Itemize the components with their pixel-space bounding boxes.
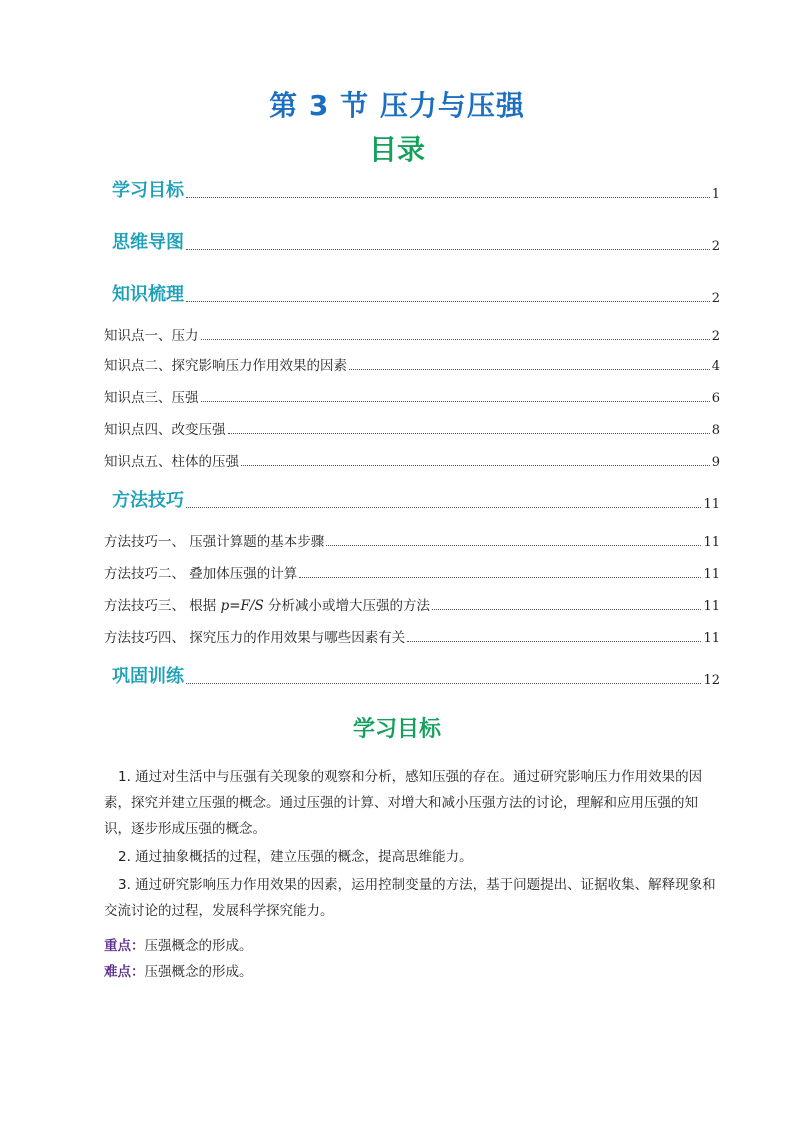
toc-entry-label: 巩固训练 (112, 666, 184, 687)
difficulty-line (104, 960, 253, 980)
toc-entry[interactable] (112, 228, 720, 254)
toc-entry-page: 8 (711, 423, 720, 438)
toc-leader-dots (186, 248, 710, 250)
toc-leader-dots (186, 506, 701, 508)
toc-leader-dots (299, 576, 701, 578)
toc-leader-dots (241, 464, 710, 466)
document-title: 第 3 节 压力与压强 (269, 89, 525, 122)
toc-entry-label: 方法技巧 (112, 490, 184, 511)
toc-entry-label: 方法技巧一、 压强计算题的基本步骤 (104, 534, 325, 550)
toc-entry-label: 学习目标 (112, 180, 184, 201)
toc-leader-dots (349, 368, 710, 370)
toc-heading: 目录 (368, 133, 425, 166)
toc-leader-dots (186, 300, 710, 302)
difficulty-text: 压强概念的形成。 (144, 964, 253, 980)
toc-entry-page: 11 (703, 567, 720, 582)
toc-entry[interactable] (104, 386, 720, 406)
toc-entry-label: 方法技巧四、 探究压力的作用效果与哪些因素有关 (104, 630, 406, 646)
toc-entry-label-post: 分析减小或增大压强的方法 (263, 598, 431, 614)
toc-entry-page: 2 (711, 291, 720, 306)
key-point-line (104, 934, 253, 954)
toc-entry-label: 知识点三、压强 (104, 390, 199, 406)
key-point-label: 重点： (104, 938, 145, 954)
toc-entry[interactable] (104, 418, 720, 438)
toc-entry-page: 2 (711, 239, 720, 254)
toc-entry-label: 知识点二、探究影响压力作用效果的因素 (104, 358, 347, 374)
toc-leader-dots (186, 682, 701, 684)
toc-entry-page: 4 (711, 359, 720, 374)
toc-leader-dots (201, 400, 710, 402)
toc-entry[interactable] (112, 176, 720, 202)
key-point-text: 压强概念的形成。 (144, 938, 253, 954)
toc-leader-dots (407, 640, 701, 642)
toc-entry-label: 知识点四、改变压强 (104, 422, 226, 438)
toc-leader-dots (201, 338, 710, 340)
toc-entry[interactable] (112, 280, 720, 306)
toc-entry-label-pre: 方法技巧三、 根据 (104, 598, 221, 614)
objective-paragraph: 3. 通过研究影响压力作用效果的因素，运用控制变量的方法，基于问题提出、证据收集、解释现象和交流讨论的过程，发展科学探究能力。 (104, 877, 716, 919)
toc-entry-page: 2 (711, 329, 720, 344)
toc-entry[interactable] (104, 354, 720, 374)
toc-entry-page: 11 (703, 599, 720, 614)
toc-entry[interactable] (104, 530, 720, 550)
toc-entry-page: 11 (703, 497, 720, 512)
toc-entry-page: 1 (711, 187, 720, 202)
toc-entry-label: 知识点五、柱体的压强 (104, 454, 239, 470)
toc-entry[interactable] (104, 450, 720, 470)
toc-leader-dots (228, 432, 710, 434)
toc-entry-page: 9 (711, 455, 720, 470)
toc-entry[interactable] (104, 626, 720, 646)
objective-paragraph: 2. 通过抽象概括的过程，建立压强的概念，提高思维能力。 (118, 849, 473, 865)
toc-entry[interactable] (112, 486, 720, 512)
toc-entry-label: 思维导图 (112, 232, 184, 253)
objective-paragraph: 1. 通过对生活中与压强有关现象的观察和分析，感知压强的存在。通过研究影响压力作用效果的因素，探究并建立压强的概念。通过压强的计算、对增大和减小压强方法的讨论，理解和应用压强的知识，逐步形成压强的概念。 (104, 769, 703, 837)
difficulty-label: 难点： (104, 964, 145, 980)
toc-leader-dots (432, 608, 701, 610)
toc-entry-label: 知识点一、压力 (104, 328, 199, 344)
toc-entry-page: 6 (711, 391, 720, 406)
toc-entry-label (104, 594, 430, 614)
toc-entry-label: 知识梳理 (112, 284, 184, 305)
toc-entry[interactable] (112, 662, 720, 688)
toc-leader-dots (186, 196, 710, 198)
toc-entry-page: 12 (703, 673, 720, 688)
toc-entry-label: 方法技巧二、 叠加体压强的计算 (104, 566, 298, 582)
toc-entry[interactable] (104, 562, 720, 582)
toc-entry[interactable] (104, 324, 720, 344)
toc-entry-page: 11 (703, 631, 720, 646)
toc-entry-page: 11 (703, 535, 720, 550)
section-heading: 学习目标 (352, 717, 441, 742)
toc-entry[interactable] (104, 594, 720, 614)
formula-p-f-s: p=F/S (220, 598, 264, 614)
toc-leader-dots (326, 544, 701, 546)
